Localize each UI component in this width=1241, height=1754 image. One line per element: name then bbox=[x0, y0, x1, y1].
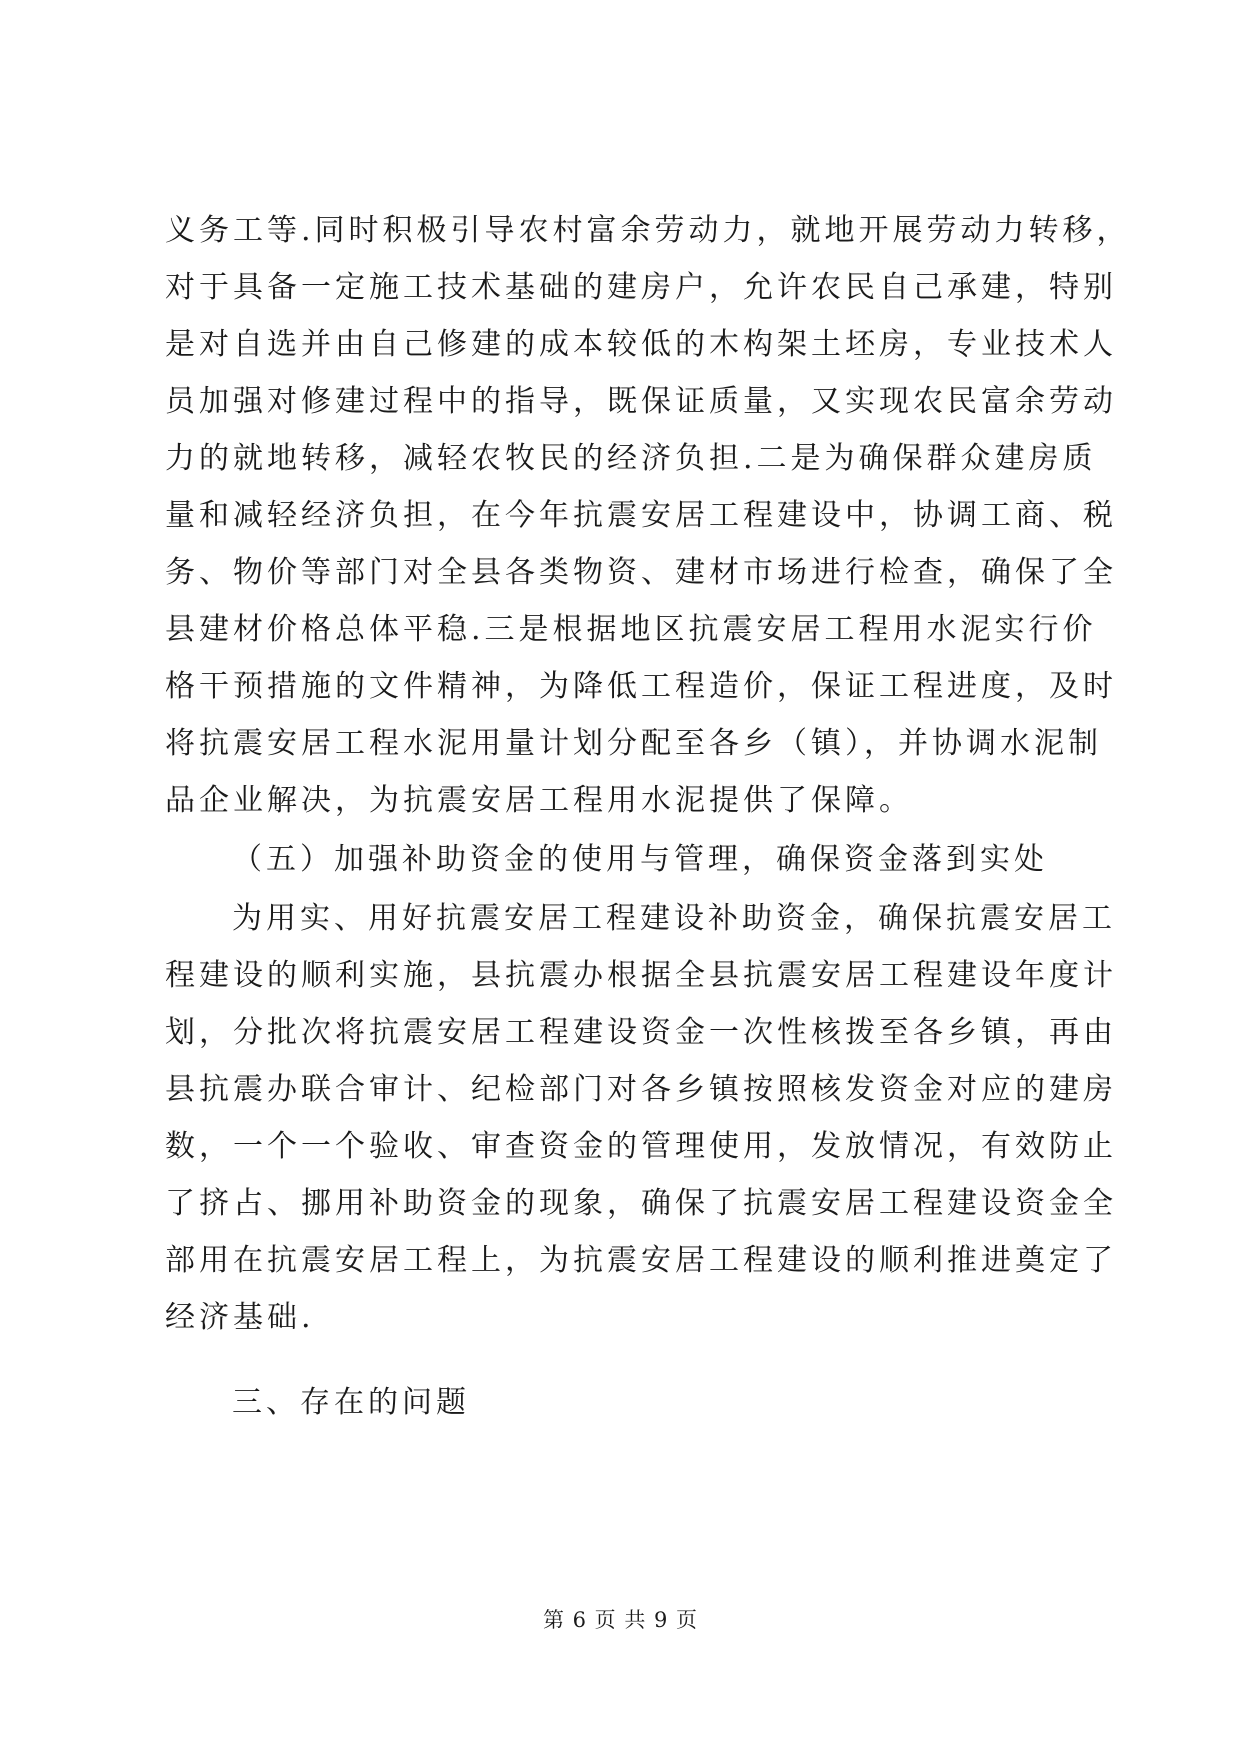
section-heading: 三、存在的问题 bbox=[232, 1385, 470, 1420]
body-line: 对于具备一定施工技术基础的建房户，允许农民自己承建，特别 bbox=[165, 270, 1117, 305]
body-line: 格干预措施的文件精神，为降低工程造价，保证工程进度，及时 bbox=[165, 669, 1117, 704]
body-line: 务、物价等部门对全县各类物资、建材市场进行检查，确保了全 bbox=[165, 555, 1117, 590]
body-line: 将抗震安居工程水泥用量计划分配至各乡（镇），并协调水泥制 bbox=[165, 726, 1102, 761]
body-line: 县抗震办联合审计、纪检部门对各乡镇按照核发资金对应的建房 bbox=[165, 1072, 1117, 1107]
section-heading: （五）加强补助资金的使用与管理，确保资金落到实处 bbox=[232, 842, 1048, 877]
body-line: 经济基础. bbox=[165, 1300, 315, 1335]
body-line: 为用实、用好抗震安居工程建设补助资金，确保抗震安居工 bbox=[232, 901, 1116, 936]
body-line: 品企业解决，为抗震安居工程用水泥提供了保障。 bbox=[165, 783, 913, 818]
body-line: 程建设的顺利实施，县抗震办根据全县抗震安居工程建设年度计 bbox=[165, 958, 1117, 993]
body-line: 部用在抗震安居工程上，为抗震安居工程建设的顺利推进奠定了 bbox=[165, 1243, 1117, 1278]
body-line: 是对自选并由自己修建的成本较低的木构架土坯房，专业技术人 bbox=[165, 327, 1117, 362]
body-line: 义务工等.同时积极引导农村富余劳动力，就地开展劳动力转移， bbox=[165, 213, 1131, 248]
body-line: 力的就地转移，减轻农牧民的经济负担.二是为确保群众建房质 bbox=[165, 441, 1097, 476]
body-line: 划，分批次将抗震安居工程建设资金一次性核拨至各乡镇，再由 bbox=[165, 1015, 1117, 1050]
body-line: 员加强对修建过程中的指导，既保证质量，又实现农民富余劳动 bbox=[165, 384, 1117, 419]
body-line: 了挤占、挪用补助资金的现象，确保了抗震安居工程建设资金全 bbox=[165, 1186, 1117, 1221]
body-line: 县建材价格总体平稳.三是根据地区抗震安居工程用水泥实行价 bbox=[165, 612, 1097, 647]
body-line: 量和减轻经济负担，在今年抗震安居工程建设中，协调工商、税 bbox=[165, 498, 1117, 533]
page-number-footer: 第 6 页 共 9 页 bbox=[542, 1608, 699, 1632]
body-line: 数，一个一个验收、审查资金的管理使用，发放情况，有效防止 bbox=[165, 1129, 1117, 1164]
